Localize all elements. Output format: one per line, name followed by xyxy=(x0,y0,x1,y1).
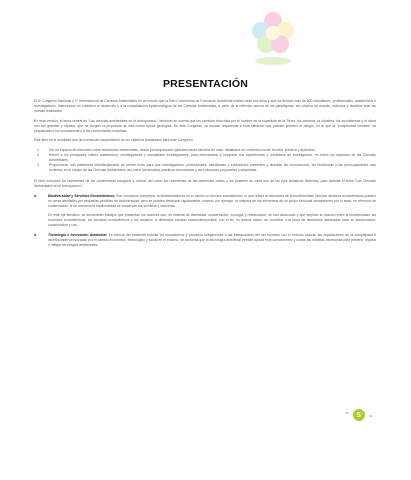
theme-item xyxy=(34,194,376,209)
list-text: Proporcionar una plataforma interdisciplinaria, de primer nivel, para que investigadores, profesionales, estudiantes y educadores presenten y discutan las innovaciones, las tendencias y las preocupaciones más recientes en el campo de las Ciencias Ambientales, así como los desafíos prácticos encontrados y las soluciones propuestas y adoptadas. xyxy=(49,163,376,172)
theme-item xyxy=(34,233,376,248)
intro-paragraph-1: El 5º Congreso Nacional y 1º Internacional de Ciencias Ambientales es un evento que la Red Colombiana de Formación Ambiental realiza cada dos años y que ha reunido más de 800 estudiantes, profesionales, académicos e investigadores, interesados en contribuir al desarrollo y a la consolidación epistemológica de las Ciencias Ambientales, a partir de la reflexión acerca de los paradigmas, sus objetos de estudio, métodos y desafíos ante las nuevas realidades. xyxy=(34,99,376,113)
list-item xyxy=(34,153,376,163)
theme-heading: Biodiversidad y Servicios Ecosistémicos: xyxy=(48,193,116,198)
theme-letter: a. xyxy=(34,193,37,198)
theme-heading: Tecnología e Innovación Ambiental: xyxy=(48,233,108,238)
list-number: 2. xyxy=(37,153,40,158)
double-chevron-up-icon[interactable]: ⌃ xyxy=(344,411,350,419)
page-title: PRESENTACIÓN xyxy=(162,78,249,90)
list-text: Reunir a los principales líderes académicos, investigadores y estudiantes investigadores, para intercambiar y compartir sus experiencias y resultados de investigación, en todos los aspectos de las Ciencias Ambientales. xyxy=(49,153,376,163)
objectives-list xyxy=(34,148,376,173)
theme-letter: b. xyxy=(34,233,38,238)
page-number-badge: 5 xyxy=(353,409,365,421)
list-number: 1. xyxy=(37,148,40,153)
double-chevron-down-icon[interactable]: ⌄ xyxy=(367,411,374,419)
summary-paragraph: El libro incorpora los resúmenes de las conferencias inaugural y central, así como los resúmenes de las ponencias orales y los pósteres de cada uno de los ejes temáticos definidos, para abordar el tema "Las Ciencias Ambientales en el Antropoceno": xyxy=(34,178,376,188)
document-body xyxy=(34,99,376,253)
theme-extra-paragraph: En este eje temático, se encuentran trabajos que presentan los avances que, en materia de diversidad, conservación, ecología y restauración, se han alcanzado y que amplían la relación entre la biodiversidad, las funciones ecosistémicas, los servicios ecosistémicos y los usuarios, a diferentes escalas espaciotemporales; con el fin, en ambos casos, de contribuir a la toma de decisiones adecuadas para su preservación, conservación y uso. xyxy=(48,213,376,228)
intro-paragraph-3: Este libro es el resultado que da cuenta del cumplimiento de los objetivos planteados para este Congreso: xyxy=(34,138,194,143)
intro-paragraph-2: En esta versión, el tema central es "Las ciencias ambientales en el Antropoceno", teniendo en cuenta que los cambios inducidos por el hombre en la superficie de la Tierra, los océanos, la criósfera, los ecosistemas y el clima son tan grandes y rápidos, que ha surgido la propuesta de una nueva época geológica. En este Congreso, se buscan respuestas a esta situación que pueden prevenir el peligro, en el que la "prosperidad humana" ha perjudicado a los ecosistemas y a las comunidades excluidas. xyxy=(34,118,376,133)
page-navigation xyxy=(344,409,374,421)
theme-text: La ciencia del ambiente estudia los mecanismos y procesos subyacentes a las interacciones del ser humano con el entorno natural, las implicaciones de la complejidad e incertidumbre provocadas por el cambio económico, tecnológico y social en el entorno, de tal forma que la tecnología ambiental permite aplicar este conocimiento y contar las medidas necesarias para prevenir, reparar o mitigar los riesgos ambientales. xyxy=(48,233,376,247)
list-number: 3. xyxy=(37,163,40,168)
theme-text: Son conceptos complejos, la biodiversidad es en sí mismo un servicio ecosistémico, lo que refleja la relevancia de la biodiversidad. Muchos servicios ecosistémicos pueden no verse afectados por pequeñas pérdidas de biodiversidad, pero se pueden deteriorar rápidamente, cuando, por ejemplo, la mayoría de los elementos de un grupo funcional desaparecen por lo tanto, en términos de conservación, si se conserva la biodiversidad se conservan los servicios y viceversa. xyxy=(48,193,376,208)
list-text: Ser un espacio de discusión sobre situaciones ambientales, desde preocupaciones globales hasta estudios de caso, detallados en contextos social, técnica, práctica y aplicados. xyxy=(49,148,316,153)
flower-logo-icon xyxy=(241,7,305,71)
list-item xyxy=(34,163,376,173)
